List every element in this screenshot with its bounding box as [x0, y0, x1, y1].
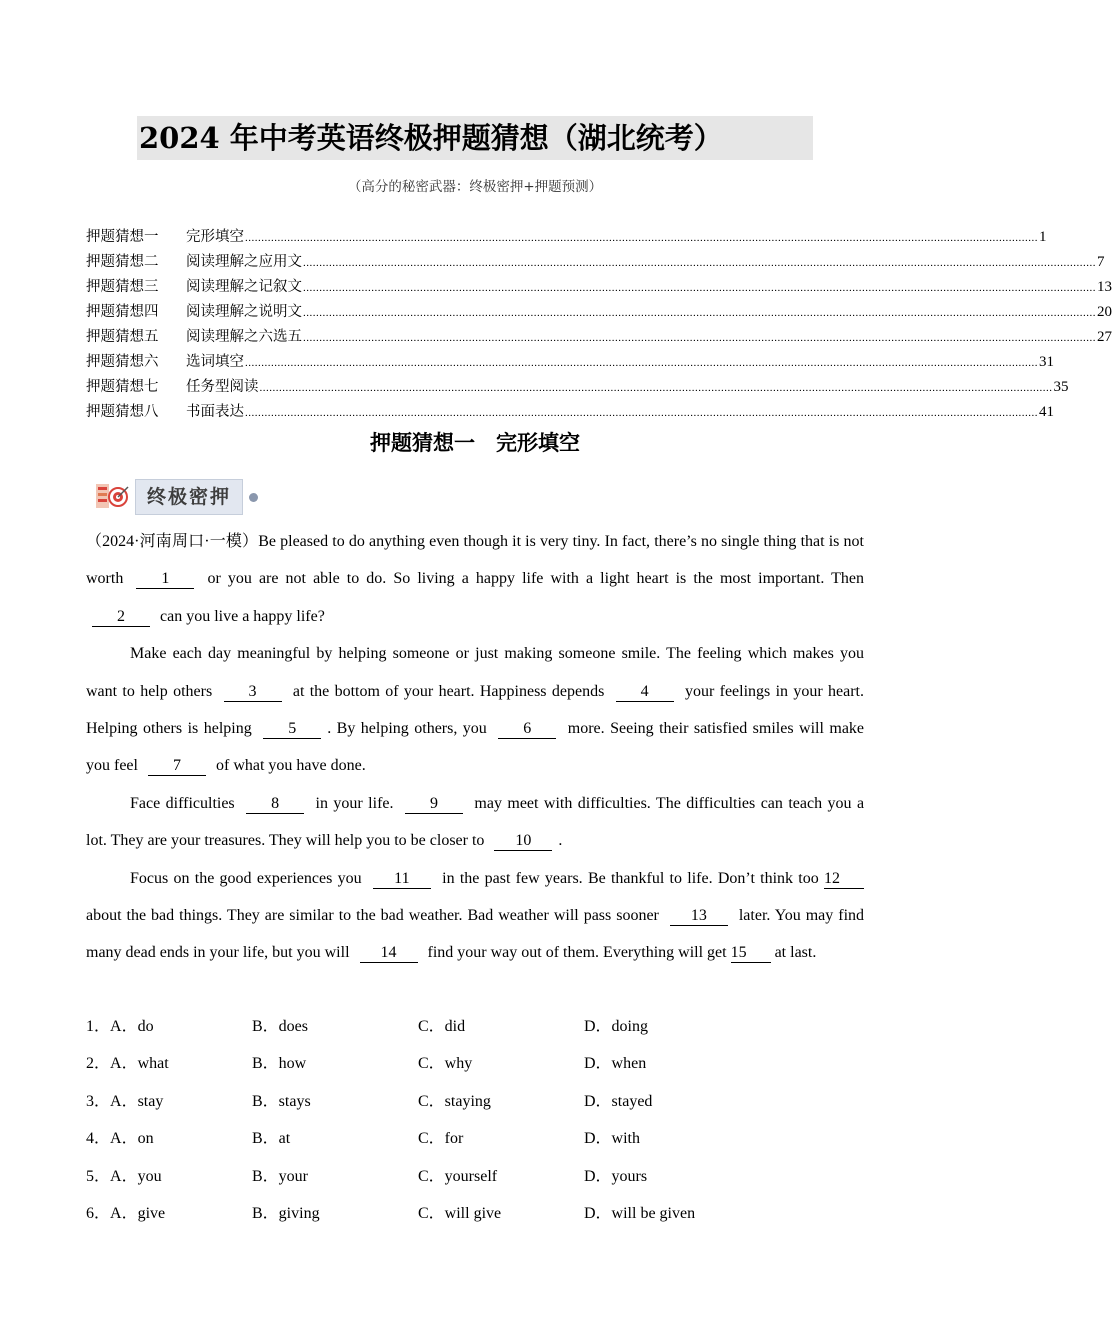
passage-text: or you are not able to do. So living a happy life with a light heart is the most important. Then — [207, 570, 865, 588]
passage-text: Focus on the good experiences you — [130, 869, 362, 887]
option-d[interactable]: D．with — [584, 1130, 641, 1148]
option-d[interactable]: D．doing — [584, 1018, 649, 1035]
blank-2[interactable]: 2 — [92, 608, 150, 627]
section-banner — [95, 479, 265, 515]
target-dart-icon — [95, 481, 129, 511]
toc-page: 35 — [1053, 379, 1069, 395]
option-b[interactable]: B．stays — [252, 1092, 311, 1110]
question-number: 3． — [86, 1092, 111, 1110]
passage-text: in the past few years. Be thankful to life. Don’t think too — [442, 869, 819, 887]
blank-8[interactable]: 8 — [246, 795, 304, 814]
passage-text: find your way out of them. Everything will get — [427, 944, 727, 962]
toc-leader: .................................................................................................................................................................................................................................................... — [259, 382, 1053, 394]
option-c[interactable]: C．did — [418, 1018, 466, 1035]
toc-item[interactable] — [86, 325, 1112, 350]
question-number: 5． — [86, 1167, 111, 1185]
option-b[interactable]: B．giving — [252, 1204, 320, 1222]
toc-item[interactable] — [86, 350, 1054, 375]
toc-title: 完形填空 — [186, 229, 244, 245]
blank-7[interactable]: 7 — [148, 757, 206, 776]
question-row — [86, 1158, 864, 1195]
blank-15[interactable]: 15 — [731, 944, 771, 963]
question-number: 4． — [86, 1130, 111, 1148]
option-b[interactable]: B．at — [252, 1130, 291, 1148]
question-row — [86, 1120, 864, 1157]
source-note: （2024·河南周口·一模） — [86, 533, 259, 550]
option-c[interactable]: C．staying — [418, 1092, 491, 1110]
option-c[interactable]: C．why — [418, 1055, 473, 1073]
blank-13[interactable]: 13 — [670, 907, 728, 926]
page-title: 2024 年中考英语终极押题猜想（湖北统考） — [139, 121, 723, 155]
blank-4[interactable]: 4 — [616, 683, 674, 702]
toc-leader: .................................................................................................................................................................................................................................................... — [245, 357, 1038, 369]
section-heading: 押题猜想一 完形填空 — [370, 431, 580, 455]
paragraph — [86, 635, 864, 785]
passage-text: more. Seeing their satisfied smiles will make you feel — [86, 720, 865, 775]
option-text: A．on — [110, 1130, 154, 1148]
question-number: 2． — [86, 1055, 111, 1073]
blank-3[interactable]: 3 — [224, 683, 282, 702]
toc-item[interactable] — [86, 250, 1105, 275]
toc-page: 13 — [1097, 279, 1112, 295]
option-d[interactable]: D．will be given — [584, 1204, 696, 1222]
paragraph — [86, 523, 864, 635]
option-a[interactable] — [86, 1120, 154, 1157]
option-d[interactable]: D．when — [584, 1055, 647, 1073]
passage-text: Make each day meaningful by helping someone or just making someone smile. The feeling which makes you want to help others — [86, 645, 864, 700]
toc-page: 27 — [1097, 329, 1112, 345]
toc-title: 选词填空 — [186, 354, 244, 370]
toc-page: 7 — [1097, 254, 1105, 270]
answer-options — [86, 1008, 864, 1232]
blank-12[interactable]: 12 — [824, 870, 864, 889]
option-a[interactable] — [86, 1195, 165, 1232]
toc-page: 1 — [1039, 229, 1047, 245]
toc-title: 阅读理解之应用文 — [186, 254, 302, 270]
blank-1[interactable]: 1 — [136, 570, 194, 589]
toc-leader: .................................................................................................................................................................................................................................................... — [303, 257, 1096, 269]
toc-title: 阅读理解之记叙文 — [186, 279, 302, 295]
toc-label: 押题猜想四 — [86, 304, 159, 320]
passage-text: later. You may find many dead ends in your life, but you will — [86, 907, 865, 962]
toc-label: 押题猜想二 — [86, 254, 159, 270]
toc-label: 押题猜想七 — [86, 379, 159, 395]
option-d[interactable]: D．stayed — [584, 1092, 653, 1110]
toc-page: 41 — [1039, 404, 1054, 420]
option-a[interactable] — [86, 1045, 169, 1082]
option-text: A．what — [110, 1055, 169, 1073]
option-text: A．stay — [110, 1092, 164, 1110]
question-number: 6． — [86, 1204, 111, 1222]
toc-label: 押题猜想八 — [86, 404, 159, 420]
cloze-passage — [86, 523, 864, 972]
toc-leader: .................................................................................................................................................................................................................................................... — [303, 282, 1096, 294]
blank-14[interactable]: 14 — [360, 944, 418, 963]
toc-page: 31 — [1039, 354, 1054, 370]
toc-title: 阅读理解之说明文 — [186, 304, 302, 320]
toc-item[interactable] — [86, 225, 1047, 250]
passage-text: your feelings in your heart. Helping others is helping — [86, 682, 864, 738]
toc-leader: .................................................................................................................................................................................................................................................... — [303, 332, 1096, 344]
toc-page: 20 — [1097, 304, 1112, 320]
option-c[interactable]: C．for — [418, 1130, 464, 1148]
passage-text: Be pleased to do anything even though it is very tiny. In fact, there’s no single thing that is not worth — [86, 533, 864, 588]
question-number: 1． — [86, 1018, 111, 1035]
blank-5[interactable]: 5 — [263, 720, 321, 739]
passage-text: in your life. — [315, 794, 394, 812]
passage-text: can you live a happy life? — [160, 607, 325, 625]
passage-text: about the bad things. They are similar to the bad weather. Bad weather will pass sooner — [86, 907, 659, 925]
passage-text: at the bottom of your heart. Happiness depends — [292, 682, 605, 700]
page-subtitle: （高分的秘密武器：终极密押+押题预测） — [347, 179, 603, 195]
question-row — [86, 1008, 864, 1045]
option-a[interactable] — [86, 1158, 162, 1195]
question-row — [86, 1195, 864, 1232]
passage-text: may meet with difficulties. The difficulties can teach you a lot. They are your treasures. They will help you to be closer to — [86, 794, 865, 850]
blank-9[interactable]: 9 — [405, 795, 463, 814]
option-a[interactable] — [86, 1008, 154, 1045]
toc-title: 阅读理解之六选五 — [186, 329, 302, 345]
paragraph — [86, 785, 864, 860]
option-c[interactable]: C．yourself — [418, 1167, 498, 1185]
passage-text: at last. — [774, 944, 817, 962]
banner-dot — [249, 493, 258, 502]
option-c[interactable]: C．will give — [418, 1204, 502, 1222]
toc-leader: .................................................................................................................................................................................................................................................... — [245, 232, 1038, 244]
paragraph — [86, 860, 864, 972]
toc-label: 押题猜想三 — [86, 279, 159, 295]
blank-6[interactable]: 6 — [498, 720, 556, 739]
toc-label: 押题猜想一 — [86, 229, 159, 245]
toc-leader: .................................................................................................................................................................................................................................................... — [303, 307, 1096, 319]
passage-text: of what you have done. — [215, 757, 366, 775]
blank-10[interactable]: 10 — [494, 832, 552, 851]
banner-label: 终极密押 — [135, 479, 243, 515]
option-text: A．you — [110, 1167, 162, 1185]
blank-11[interactable]: 11 — [373, 870, 431, 889]
option-text: A．do — [110, 1018, 154, 1035]
option-b[interactable]: B．does — [252, 1018, 309, 1035]
passage-text: . — [558, 832, 563, 850]
option-text: A．give — [110, 1204, 166, 1222]
question-row — [86, 1083, 864, 1120]
question-row — [86, 1045, 864, 1082]
toc-item[interactable] — [86, 375, 1069, 400]
option-a[interactable] — [86, 1083, 163, 1120]
passage-text: Face difficulties — [130, 794, 235, 812]
option-b[interactable]: B．your — [252, 1167, 309, 1185]
toc-item[interactable] — [86, 400, 1054, 425]
toc-label: 押题猜想五 — [86, 329, 159, 345]
toc-title: 任务型阅读 — [186, 379, 259, 395]
toc-item[interactable] — [86, 275, 1112, 300]
passage-text: . By helping others, you — [327, 720, 487, 738]
toc-title: 书面表达 — [186, 404, 244, 420]
toc-label: 押题猜想六 — [86, 354, 159, 370]
toc-leader: .................................................................................................................................................................................................................................................... — [245, 407, 1038, 419]
option-b[interactable]: B．how — [252, 1055, 307, 1073]
table-of-contents — [86, 225, 1112, 425]
option-d[interactable]: D．yours — [584, 1167, 648, 1185]
toc-item[interactable] — [86, 300, 1112, 325]
